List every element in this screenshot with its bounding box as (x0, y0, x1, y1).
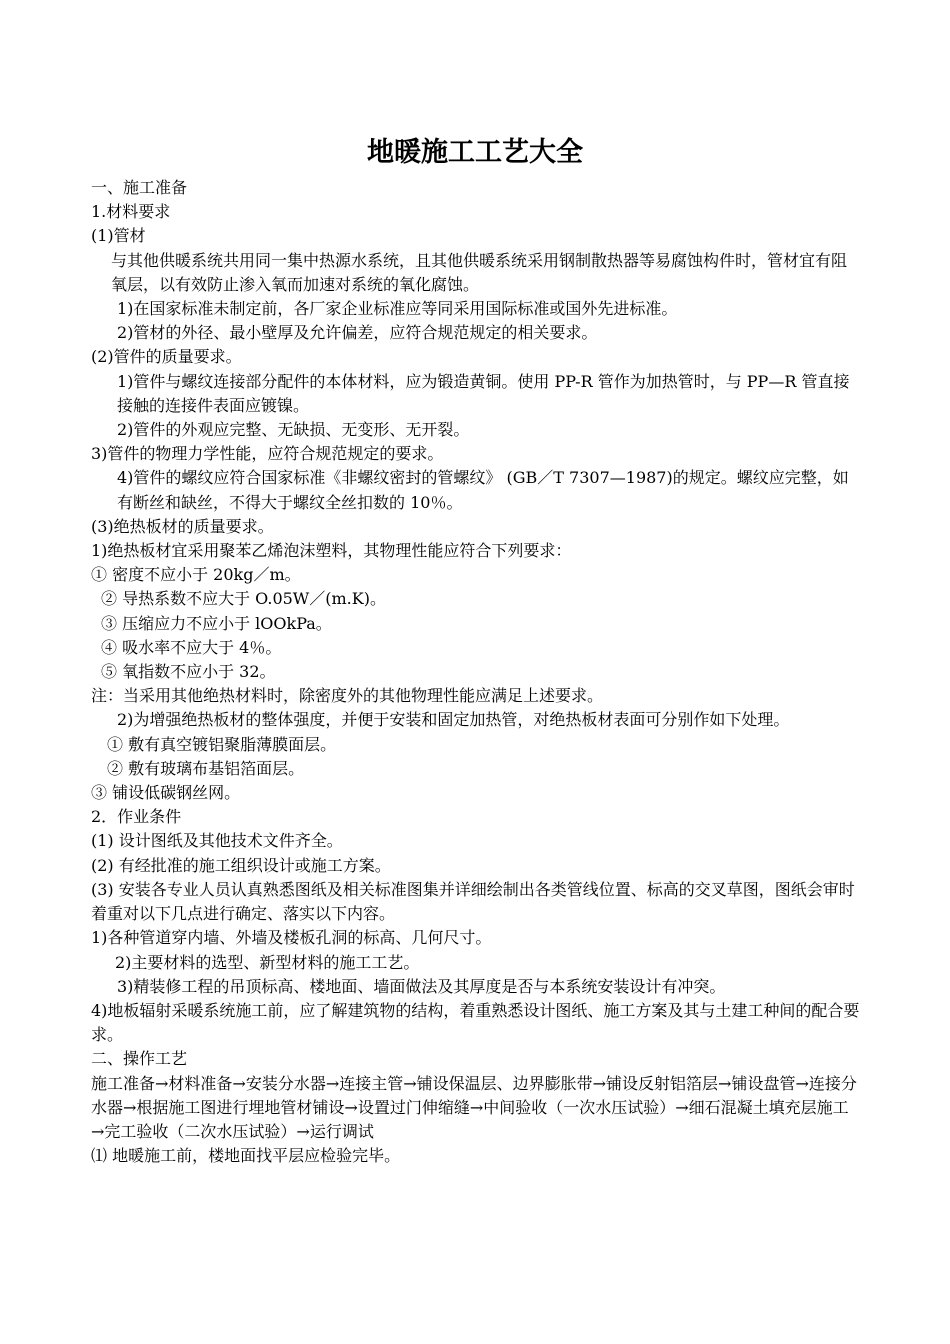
paragraph: 1)各种管道穿内墙、外墙及楼板孔洞的标高、几何尺寸。 (91, 928, 492, 948)
list-item: ② 导热系数不应大于 O.05W／(m.K)。 (101, 589, 386, 609)
process-flow: 施工准备→材料准备→安装分水器→连接主管→铺设保温层、边界膨胀带→铺设反射铝箔层→铺设盘管→连接分水器→根据施工图进行埋地管材铺设→设置过门伸缩缝→中间验收（一次水压试验）→细石混凝土填充层施工→完工验收（二次水压试验）→运行调试 (91, 1073, 857, 1141)
paragraph: (1) 设计图纸及其他技术文件齐全。 (91, 831, 343, 851)
paragraph: 2)管件的外观应完整、无缺损、无变形、无开裂。 (117, 420, 470, 440)
list-item: ⑤ 氧指数不应小于 32。 (101, 662, 276, 682)
paragraph: 1)绝热板材宜采用聚苯乙烯泡沫塑料，其物理性能应符合下列要求： (91, 541, 572, 561)
paragraph: 与其他供暖系统共用同一集中热源水系统，且其他供暖系统采用钢制散热器等易腐蚀构件时，管材宜有阻氧层，以有效防止渗入氧而加速对系统的氧化腐蚀。 (111, 250, 848, 294)
list-item: ② 敷有玻璃布基铝箔面层。 (107, 758, 305, 778)
paragraph: 2)主要材料的选型、新型材料的施工工艺。 (115, 952, 420, 972)
document-body (91, 176, 861, 1168)
paragraph: 3)精装修工程的吊顶标高、楼地面、墙面做法及其厚度是否与本系统安装设计有冲突。 (117, 976, 726, 996)
item-heading: (1)管材 (91, 226, 146, 246)
list-item: ④ 吸水率不应大于 4％。 (101, 637, 282, 657)
list-item: ① 密度不应小于 20kg／m。 (91, 565, 301, 585)
list-item: ③ 铺设低碳钢丝网。 (91, 783, 241, 803)
note-paragraph: 注：当采用其他绝热材料时，除密度外的其他物理性能应满足上述要求。 (91, 686, 604, 706)
subsection-heading: 1.材料要求 (91, 202, 171, 222)
paragraph: 4)管件的螺纹应符合国家标准《非螺纹密封的管螺纹》 (GB／T 7307—1987)的规定。螺纹应完整，如有断丝和缺丝，不得大于螺纹全丝扣数的 10％。 (117, 468, 849, 512)
item-heading: (3)绝热板材的质量要求。 (91, 516, 274, 536)
section-heading: 二、操作工艺 (91, 1049, 188, 1069)
list-item: ③ 压缩应力不应小于 lOOkPa。 (101, 613, 332, 633)
paragraph: 2)为增强绝热板材的整体强度，并便于安装和固定加热管，对绝热板材表面可分别作如下处理。 (117, 710, 790, 730)
paragraph: 2)管材的外径、最小壁厚及允许偏差，应符合规范规定的相关要求。 (117, 323, 598, 343)
paragraph: 4)地板辐射采暖系统施工前，应了解建筑物的结构，着重熟悉设计图纸、施工方案及其与土建工种间的配合要求。 (91, 1000, 860, 1045)
document-title: 地暖施工工艺大全 (367, 137, 583, 168)
item-heading: (2)管件的质量要求。 (91, 347, 242, 367)
paragraph: (2) 有经批准的施工组织设计或施工方案。 (91, 855, 391, 875)
paragraph: 1)管件与螺纹连接部分配件的本体材料，应为锻造黄铜。使用 PP-R 管作为加热管时，与 PP—R 管直接接触的连接件表面应镀镍。 (117, 371, 850, 415)
section-heading: 一、施工准备 (91, 178, 188, 197)
list-item: ① 敷有真空镀铝聚脂薄膜面层。 (107, 734, 337, 754)
subsection-heading: 2．作业条件 (91, 807, 182, 827)
paragraph: 1)在国家标准未制定前，各厂家企业标准应等同采用国际标准或国外先进标准。 (117, 299, 678, 319)
paragraph: ⑴ 地暖施工前，楼地面找平层应检验完毕。 (91, 1146, 401, 1166)
paragraph: (3) 安装各专业人员认真熟悉图纸及相关标准图集并详细绘制出各类管线位置、标高的交叉草图，图纸会审时着重对以下几点进行确定、落实以下内容。 (91, 879, 855, 924)
paragraph: 3)管件的物理力学性能，应符合规范规定的要求。 (91, 444, 444, 464)
